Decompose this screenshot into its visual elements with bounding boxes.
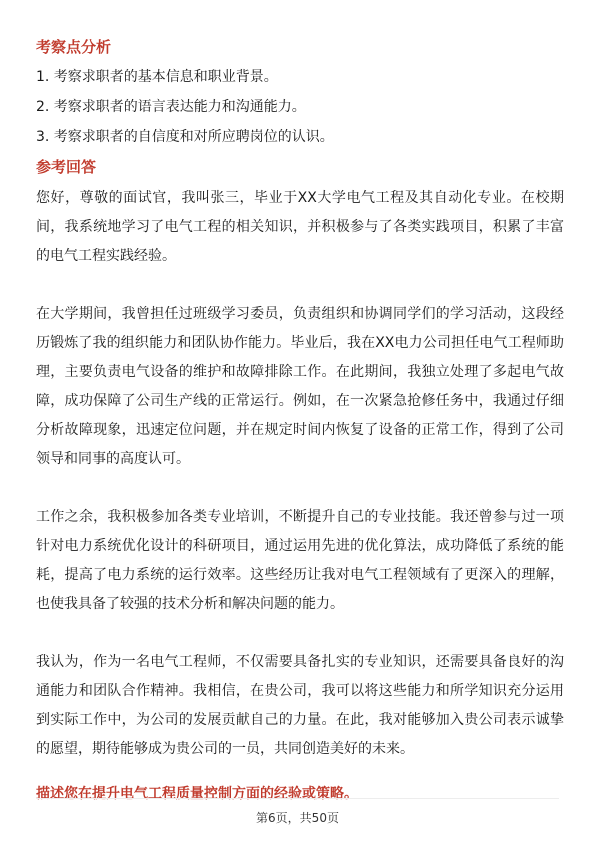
next-question-heading: 描述您在提升电气工程质量控制方面的经验或策略。 xyxy=(36,786,358,802)
analysis-point: 2. 考察求职者的语言表达能力和沟通能力。 xyxy=(36,99,306,115)
answer-paragraph: 您好，尊敬的面试官，我叫张三，毕业于XX大学电气工程及其自动化专业。在校期间，我系统地学习了电气工程的相关知识，并积极参与了各类实践项目，积累了丰富的电气工程实践经验。 xyxy=(36,190,564,264)
answer-paragraph: 在大学期间，我曾担任过班级学习委员，负责组织和协调同学们的学习活动，这段经历锻炼了我的组织能力和团队协作能力。毕业后，我在XX电力公司担任电气工程师助理，主要负责电气设备的维护和故障排除工作。在此期间，我独立处理了多起电气故障，成功保障了公司生产线的正常运行。例如，在一次紧急抢修任务中，我通过仔细分析故障现象，迅速定位问题，并在规定时间内恢复了设备的正常工作，得到了公司领导和同事的高度认可。 xyxy=(36,306,564,467)
document-page xyxy=(36,34,564,806)
answer-heading: 参考回答 xyxy=(36,158,97,176)
analysis-point: 1. 考察求职者的基本信息和职业背景。 xyxy=(36,69,278,85)
answer-paragraph: 工作之余，我积极参加各类专业培训，不断提升自己的专业技能。我还曾参与过一项针对电力系统优化设计的科研项目，通过运用先进的优化算法，成功降低了系统的能耗，提高了电力系统的运行效率。这些经历让我对电气工程领域有了更深入的理解，也使我具备了较强的技术分析和解决问题的能力。 xyxy=(36,509,564,612)
analysis-heading: 考察点分析 xyxy=(36,38,112,56)
footer-divider xyxy=(36,798,559,799)
analysis-point: 3. 考察求职者的自信度和对所应聘岗位的认识。 xyxy=(36,129,334,145)
answer-paragraph: 我认为，作为一名电气工程师，不仅需要具备扎实的专业知识，还需要具备良好的沟通能力和团队合作精神。我相信，在贵公司，我可以将这些能力和所学知识充分运用到实际工作中，为公司的发展贡献自己的力量。在此，我对能够加入贵公司表示诚挚的愿望，期待能够成为贵公司的一员，共同创造美好的未来。 xyxy=(36,654,564,757)
page-number: 第6页，共50页 xyxy=(256,811,339,825)
